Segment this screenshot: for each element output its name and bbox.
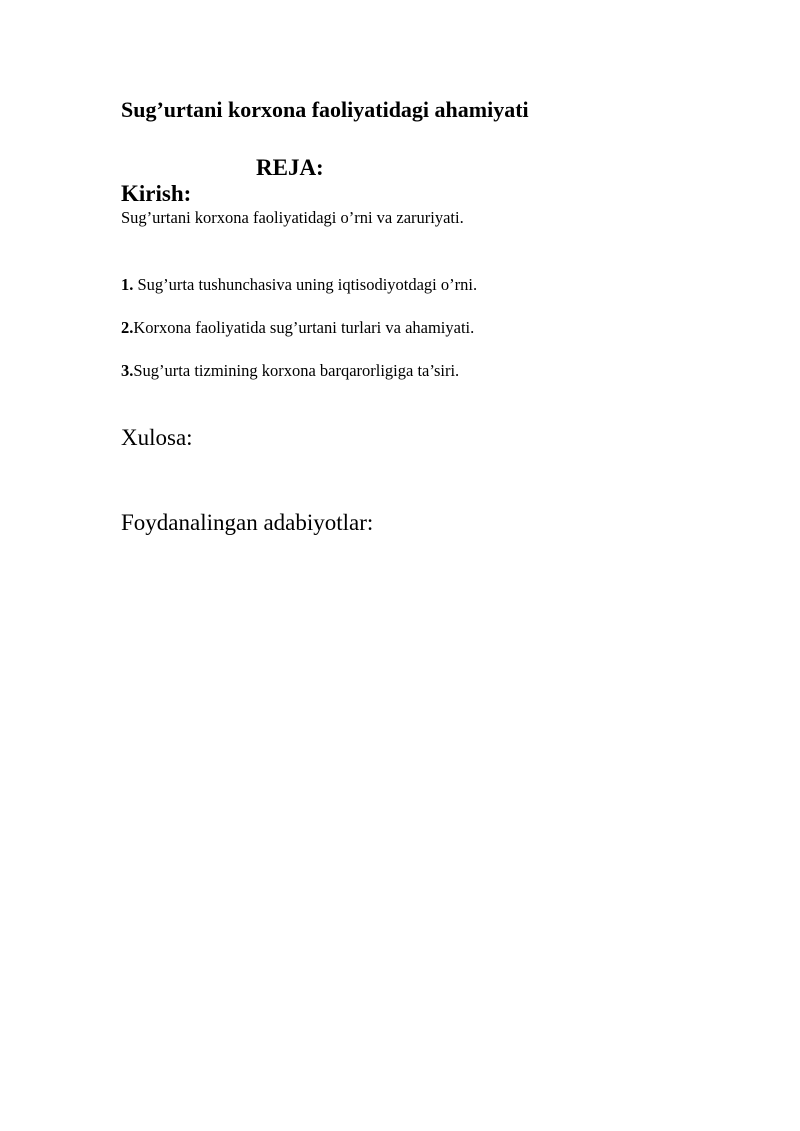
intro-text: Sug’urtani korxona faoliyatidagi o’rni va zaruriyati.	[121, 208, 464, 227]
references-heading: Foydanalingan adabiyotlar:	[121, 510, 374, 535]
plan-item-text: Sug’urta tizmining korxona barqarorligiga ta’siri.	[133, 361, 460, 380]
plan-item-1	[121, 275, 477, 295]
plan-item-3	[121, 361, 459, 381]
plan-item-text: Korxona faoliyatida sug’urtani turlari va ahamiyati.	[133, 318, 475, 337]
plan-heading: REJA:	[256, 155, 324, 180]
conclusion-heading: Xulosa:	[121, 425, 193, 450]
plan-item-text: Sug’urta tushunchasiva uning iqtisodiyotdagi o’rni.	[133, 275, 478, 294]
plan-item-2	[121, 318, 474, 338]
plan-item-number: 3.	[121, 361, 134, 380]
plan-item-number: 2.	[121, 318, 134, 337]
plan-item-number: 1.	[121, 275, 134, 294]
intro-heading: Kirish:	[121, 181, 192, 206]
document-title: Sug’urtani korxona faoliyatidagi ahamiyati	[121, 97, 529, 122]
